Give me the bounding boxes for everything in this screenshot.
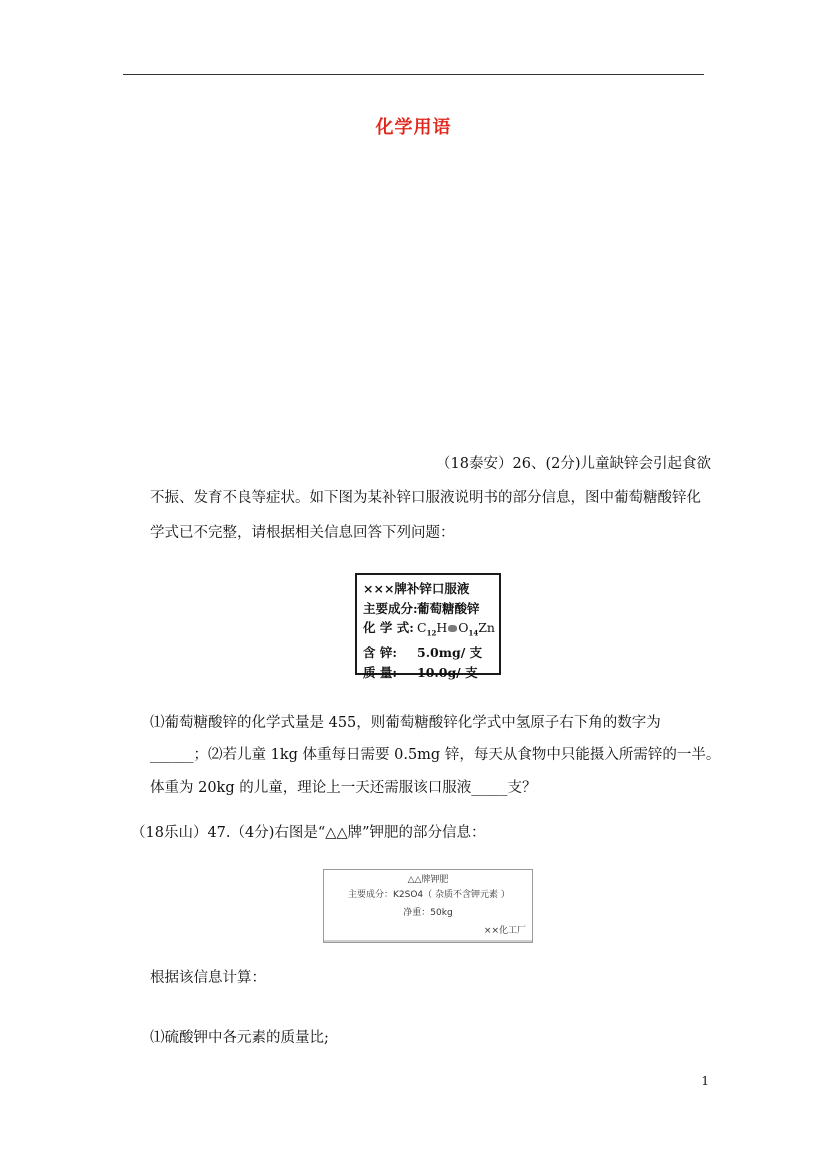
question1-line2: 不振、发育不良等症状。如下图为某补锌口服液说明书的部分信息，图中葡萄糖酸锌化 xyxy=(150,490,701,506)
question1-line1: （18泰安）26、(2分)儿童缺锌会引起食欲 xyxy=(436,456,711,472)
zinc-label-value: 10.0g/ 支 xyxy=(417,664,478,680)
page-number: 1 xyxy=(701,1074,709,1088)
question2-part1: ⑴硫酸钾中各元素的质量比; xyxy=(150,1030,329,1046)
page-title: 化学用语 xyxy=(375,117,452,138)
potash-label-maker: ××化工厂 xyxy=(483,926,526,936)
question1-line3: 学式已不完整，请根据相关信息回答下列问题： xyxy=(150,525,455,541)
zinc-label-row-formula xyxy=(363,618,499,643)
zinc-label-value: 5.0mg/ 支 xyxy=(417,645,483,660)
formula-c: C xyxy=(417,620,427,635)
label-shadow-edge xyxy=(324,940,532,942)
formula-zn: Zn xyxy=(478,620,495,635)
potash-label-ingredient: 主要成分：K2SO4（ 杂质不含钾元素 ） xyxy=(348,890,510,900)
question1-part3: 体重为 20kg 的儿童，理论上一天还需服该口服液_____支？ xyxy=(150,780,537,796)
formula-h: H xyxy=(436,620,448,635)
zinc-label-key: 含 锌: xyxy=(363,645,397,660)
potash-label-net: 净重：50kg xyxy=(403,908,453,918)
formula-o: O xyxy=(458,620,469,635)
potash-label-title: △△牌钾肥 xyxy=(407,875,449,885)
zinc-label-key: 化 学 式: xyxy=(363,620,414,635)
zinc-label-title: ×××牌补锌口服液 xyxy=(363,581,470,596)
zinc-label-value: 葡萄糖酸锌 xyxy=(417,600,480,616)
zinc-label-row-mass xyxy=(363,663,499,683)
header-rule xyxy=(123,74,704,75)
ink-blot-icon xyxy=(448,625,457,632)
question2-instruction: 根据该信息计算： xyxy=(150,970,266,986)
zinc-label-row-zinc xyxy=(363,643,499,663)
formula-sub-12: 12 xyxy=(426,628,437,638)
zinc-label-box xyxy=(355,573,501,680)
question2-line1: （18乐山）47.（4分)右图是“△△牌”钾肥的部分信息： xyxy=(131,825,486,841)
question1-part1: ⑴葡萄糖酸锌的化学式量是 455，则葡萄糖酸锌化学式中氢原子右下角的数字为 xyxy=(150,715,661,731)
zinc-label-key: 质 量: xyxy=(363,664,397,680)
potash-label-box xyxy=(323,869,533,943)
question1-part2: ______；⑵若儿童 1kg 体重每日需要 0.5mg 锌，每天从食物中只能摄入所需锌的一半。 xyxy=(150,747,721,763)
zinc-label-key: 主要成分: xyxy=(363,600,418,616)
zinc-label-row-ingredient xyxy=(363,599,499,619)
formula-sub-14: 14 xyxy=(468,628,479,638)
